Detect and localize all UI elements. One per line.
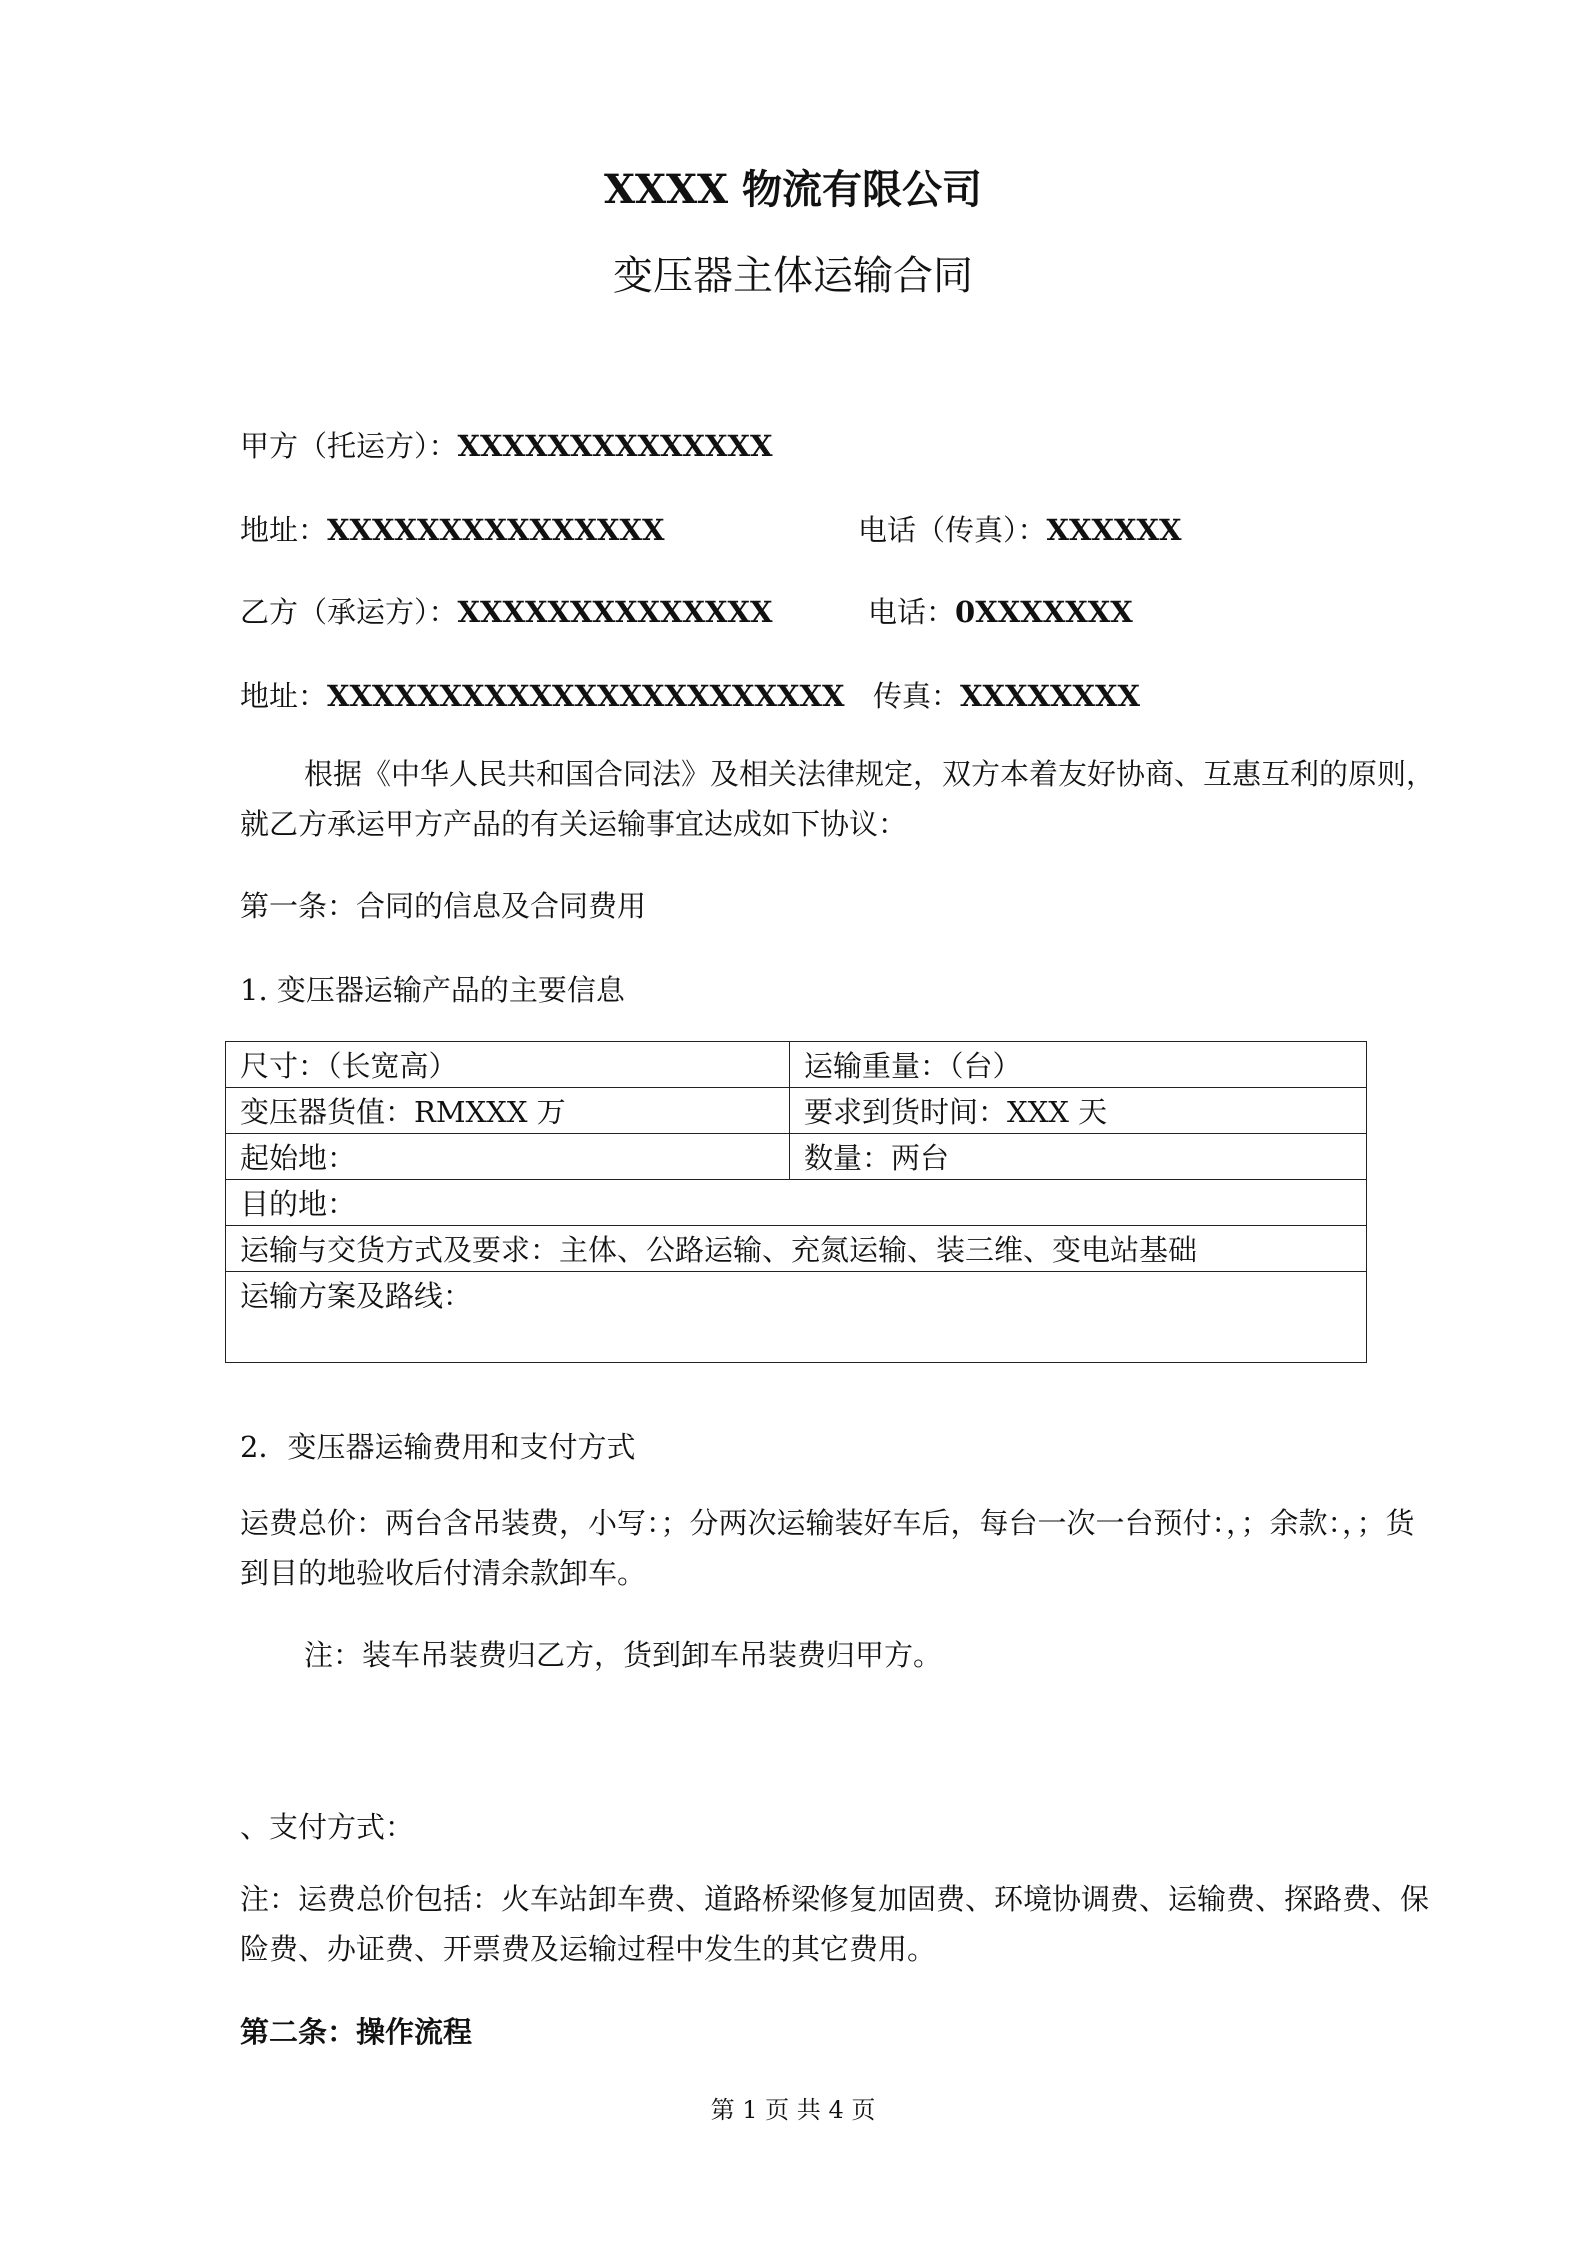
party-a-phone-line [858, 508, 1182, 549]
party-b-line [240, 590, 773, 631]
destination-cell: 目的地： [226, 1180, 1367, 1226]
payment-method-line: 、支付方式： [240, 1810, 415, 1844]
article1-heading: 第一条：合同的信息及合同费用 [240, 889, 647, 923]
section2-heading: 2．变压器运输费用和支付方式 [240, 1430, 636, 1464]
party-b-phone-value: 0XXXXXXX [955, 595, 1133, 629]
weight-cell: 运输重量：（台） [790, 1042, 1367, 1088]
contract-title: 变压器主体运输合同 [613, 253, 973, 299]
section1-heading: 1. 变压器运输产品的主要信息 [240, 973, 625, 1007]
party-b-address-label: 地址： [240, 679, 328, 713]
party-a-address-label: 地址： [240, 513, 328, 547]
party-b-value: XXXXXXXXXXXXXX [457, 595, 773, 629]
party-b-label: 乙方（承运方）： [240, 595, 458, 629]
party-b-fax-line [873, 674, 1140, 715]
value-cell: 变压器货值：RMXXX 万 [226, 1088, 790, 1134]
party-a-value: XXXXXXXXXXXXXX [457, 429, 773, 463]
party-b-address-line [240, 674, 845, 715]
party-a-phone-label: 电话（传真）： [858, 513, 1047, 547]
page-footer: 第 1 页 共 4 页 [710, 2096, 876, 2124]
size-cell: 尺寸：（长宽高） [226, 1042, 790, 1088]
party-b-phone-line [868, 590, 1133, 631]
total-price-note: 注：运费总价包括：火车站卸车费、道路桥梁修复加固费、环境协调费、运输费、探路费、保险费、办证费、开票费及运输过程中发生的其它费用。 [240, 1882, 1430, 1966]
party-b-phone-label: 电话： [868, 595, 956, 629]
party-b-fax-label: 传真： [873, 679, 961, 713]
party-a-address-line [240, 508, 665, 549]
origin-cell: 起始地： [226, 1134, 790, 1180]
method-cell: 运输与交货方式及要求：主体、公路运输、充氮运输、装三维、变电站基础 [226, 1226, 1367, 1272]
article2-heading: 第二条：操作流程 [240, 2015, 473, 2049]
party-a-line [240, 424, 773, 465]
party-b-fax-value: XXXXXXXX [960, 679, 1141, 713]
party-a-phone-value: XXXXXX [1046, 513, 1182, 547]
party-a-label: 甲方（托运方）： [240, 429, 458, 463]
intro-paragraph: 根据《中华人民共和国合同法》及相关法律规定，双方本着友好协商、互惠互利的原则，就乙方承运甲方产品的有关运输事宜达成如下协议： [240, 757, 1436, 841]
fee-paragraph: 运费总价：两台含吊装费，小写：；分两次运输装好车后，每台一次一台预付：，；余款：，；货到目的地验收后付清余款卸车。 [240, 1506, 1415, 1590]
party-a-address-value: XXXXXXXXXXXXXXX [327, 513, 665, 547]
arrival-cell: 要求到货时间：XXX 天 [790, 1088, 1367, 1134]
fee-note: 注：装车吊装费归乙方，货到卸车吊装费归甲方。 [304, 1638, 943, 1672]
company-name: XXXX 物流有限公司 [603, 166, 983, 213]
plan-cell: 运输方案及路线： [226, 1272, 1367, 1363]
quantity-cell: 数量：两台 [790, 1134, 1367, 1180]
party-b-address-value: XXXXXXXXXXXXXXXXXXXXXXX [327, 679, 845, 713]
product-info-table [225, 1041, 1367, 1363]
